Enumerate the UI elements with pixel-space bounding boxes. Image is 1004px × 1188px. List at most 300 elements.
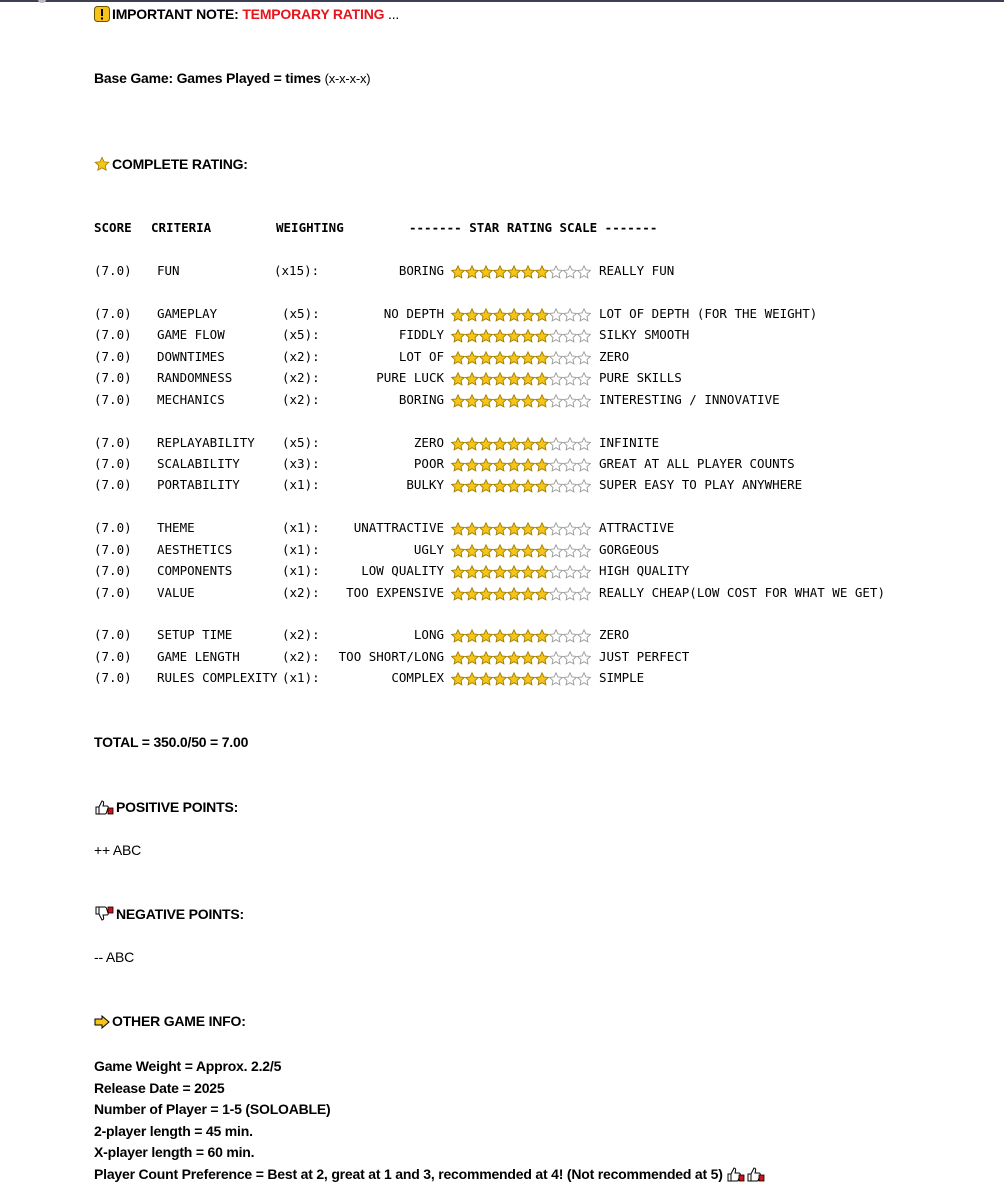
row-score: (7.0) bbox=[94, 542, 132, 557]
positive-points-heading bbox=[94, 799, 238, 818]
star-empty-icon bbox=[578, 630, 591, 642]
star-empty-icon bbox=[564, 545, 577, 557]
star-filled-icon bbox=[508, 673, 521, 685]
star-filled-icon bbox=[522, 309, 535, 321]
star-empty-icon bbox=[578, 309, 591, 321]
star-filled-icon bbox=[494, 330, 507, 342]
star-empty-icon bbox=[550, 395, 563, 407]
star-filled-icon bbox=[536, 523, 549, 535]
rating-table-header bbox=[94, 220, 894, 238]
star-filled-icon bbox=[494, 309, 507, 321]
star-filled-icon bbox=[522, 652, 535, 664]
star-filled-icon bbox=[452, 330, 465, 342]
row-high-label: ZERO bbox=[599, 349, 630, 364]
star-empty-icon bbox=[564, 459, 577, 471]
star-filled-icon bbox=[466, 673, 479, 685]
row-criteria: SCALABILITY bbox=[157, 456, 240, 471]
star-filled-icon bbox=[466, 523, 479, 535]
star-rating bbox=[451, 328, 591, 344]
star-empty-icon bbox=[550, 566, 563, 578]
row-score: (7.0) bbox=[94, 563, 132, 578]
table-row bbox=[94, 670, 914, 688]
row-weight: (x1): bbox=[282, 477, 320, 492]
row-score: (7.0) bbox=[94, 435, 132, 450]
star-filled-icon bbox=[480, 373, 493, 385]
star-rating bbox=[451, 586, 591, 602]
row-low-label: PURE LUCK bbox=[376, 370, 444, 385]
star-rating bbox=[451, 436, 591, 452]
star-empty-icon bbox=[564, 566, 577, 578]
base-game-value: (x-x-x-x) bbox=[324, 71, 371, 86]
star-filled-icon bbox=[452, 566, 465, 578]
star-filled-icon bbox=[522, 523, 535, 535]
row-weight: (x5): bbox=[282, 435, 320, 450]
star-empty-icon bbox=[550, 330, 563, 342]
star-filled-icon bbox=[480, 459, 493, 471]
star-empty-icon bbox=[578, 566, 591, 578]
star-filled-icon bbox=[452, 630, 465, 642]
star-filled-icon bbox=[494, 266, 507, 278]
row-high-label: SIMPLE bbox=[599, 670, 645, 685]
star-filled-icon bbox=[536, 673, 549, 685]
row-weight: (x1): bbox=[282, 542, 320, 557]
two-player-length-line: 2-player length = 45 min. bbox=[94, 1122, 253, 1139]
star-filled-icon bbox=[466, 309, 479, 321]
row-high-label: INTERESTING / INNOVATIVE bbox=[599, 392, 780, 407]
star-filled-icon bbox=[452, 373, 465, 385]
star-empty-icon bbox=[578, 588, 591, 600]
star-filled-icon bbox=[522, 373, 535, 385]
star-empty-icon bbox=[578, 459, 591, 471]
star-rating bbox=[451, 457, 591, 473]
star-filled-icon bbox=[508, 309, 521, 321]
star-filled-icon bbox=[508, 588, 521, 600]
star-filled-icon bbox=[508, 373, 521, 385]
star-filled-icon bbox=[480, 523, 493, 535]
star-empty-icon bbox=[578, 652, 591, 664]
star-empty-icon bbox=[578, 545, 591, 557]
row-weight: (x5): bbox=[282, 327, 320, 342]
star-filled-icon bbox=[536, 309, 549, 321]
row-low-label: BULKY bbox=[406, 477, 444, 492]
star-filled-icon bbox=[466, 545, 479, 557]
table-row bbox=[94, 456, 914, 474]
star-filled-icon bbox=[536, 459, 549, 471]
star-filled-icon bbox=[494, 652, 507, 664]
complete-rating-heading bbox=[94, 156, 248, 175]
star-filled-icon bbox=[508, 480, 521, 492]
star-filled-icon bbox=[480, 545, 493, 557]
star-filled-icon bbox=[508, 266, 521, 278]
row-weight: (x3): bbox=[282, 456, 320, 471]
star-filled-icon bbox=[452, 523, 465, 535]
star-filled-icon bbox=[466, 459, 479, 471]
base-game-line bbox=[94, 70, 370, 86]
star-filled-icon bbox=[494, 373, 507, 385]
star-empty-icon bbox=[564, 630, 577, 642]
star-empty-icon bbox=[550, 352, 563, 364]
player-count-preference-text: Player Count Preference = Best at 2, great at 1 and 3, recommended at 4! (Not recommended at 5) bbox=[94, 1165, 723, 1182]
star-filled-icon bbox=[466, 373, 479, 385]
star-empty-icon bbox=[550, 630, 563, 642]
star-filled-icon bbox=[466, 652, 479, 664]
positive-point-item: ++ ABC bbox=[94, 842, 142, 858]
table-row bbox=[94, 477, 914, 495]
star-rating bbox=[451, 350, 591, 366]
right-arrow-icon bbox=[94, 1015, 110, 1032]
star-filled-icon bbox=[522, 352, 535, 364]
star-filled-icon bbox=[466, 438, 479, 450]
row-high-label: GREAT AT ALL PLAYER COUNTS bbox=[599, 456, 795, 471]
star-empty-icon bbox=[564, 480, 577, 492]
row-score: (7.0) bbox=[94, 263, 132, 278]
star-filled-icon bbox=[480, 480, 493, 492]
table-row bbox=[94, 435, 914, 453]
table-row bbox=[94, 649, 914, 667]
table-row bbox=[94, 627, 914, 645]
row-low-label: LONG bbox=[413, 627, 444, 642]
row-low-label: LOW QUALITY bbox=[361, 563, 444, 578]
star-filled-icon bbox=[522, 673, 535, 685]
row-score: (7.0) bbox=[94, 456, 132, 471]
star-empty-icon bbox=[564, 673, 577, 685]
table-row bbox=[94, 327, 914, 345]
star-filled-icon bbox=[494, 352, 507, 364]
star-filled-icon bbox=[494, 480, 507, 492]
star-rating bbox=[451, 307, 591, 323]
header-star-scale: ------- STAR RATING SCALE ------- bbox=[409, 220, 658, 235]
row-low-label: TOO SHORT/LONG bbox=[338, 649, 444, 664]
star-empty-icon bbox=[550, 480, 563, 492]
star-filled-icon bbox=[452, 652, 465, 664]
star-filled-icon bbox=[522, 545, 535, 557]
table-row bbox=[94, 520, 914, 538]
star-empty-icon bbox=[564, 438, 577, 450]
star-empty-icon bbox=[550, 652, 563, 664]
star-filled-icon bbox=[536, 266, 549, 278]
row-criteria: MECHANICS bbox=[157, 392, 225, 407]
base-game-label: Base Game: Games Played = times bbox=[94, 70, 321, 86]
star-empty-icon bbox=[564, 309, 577, 321]
table-row bbox=[94, 542, 914, 560]
header-weighting: WEIGHTING bbox=[276, 220, 344, 235]
star-filled-icon bbox=[522, 588, 535, 600]
row-high-label: INFINITE bbox=[599, 435, 660, 450]
row-criteria: PORTABILITY bbox=[157, 477, 240, 492]
star-filled-icon bbox=[494, 566, 507, 578]
star-filled-icon bbox=[508, 438, 521, 450]
star-filled-icon bbox=[494, 673, 507, 685]
complete-rating-title: COMPLETE RATING: bbox=[112, 156, 248, 172]
star-filled-icon bbox=[480, 588, 493, 600]
row-weight: (x1): bbox=[282, 670, 320, 685]
star-filled-icon bbox=[494, 523, 507, 535]
star-empty-icon bbox=[564, 395, 577, 407]
star-filled-icon bbox=[480, 266, 493, 278]
row-high-label: JUST PERFECT bbox=[599, 649, 690, 664]
star-filled-icon bbox=[508, 330, 521, 342]
star-empty-icon bbox=[550, 545, 563, 557]
star-filled-icon bbox=[508, 545, 521, 557]
row-weight: (x5): bbox=[282, 306, 320, 321]
star-empty-icon bbox=[564, 266, 577, 278]
star-rating bbox=[451, 543, 591, 559]
row-low-label: FIDDLY bbox=[398, 327, 444, 342]
row-criteria: COMPONENTS bbox=[157, 563, 233, 578]
star-filled-icon bbox=[536, 373, 549, 385]
row-weight: (x2): bbox=[282, 349, 320, 364]
release-date-line: Release Date = 2025 bbox=[94, 1079, 225, 1096]
row-score: (7.0) bbox=[94, 670, 132, 685]
star-filled-icon bbox=[452, 309, 465, 321]
star-filled-icon bbox=[452, 395, 465, 407]
row-score: (7.0) bbox=[94, 520, 132, 535]
row-criteria: GAME LENGTH bbox=[157, 649, 240, 664]
row-high-label: SILKY SMOOTH bbox=[599, 327, 690, 342]
table-row bbox=[94, 349, 914, 367]
star-rating bbox=[451, 478, 591, 494]
star-filled-icon bbox=[494, 545, 507, 557]
table-row bbox=[94, 585, 914, 603]
row-high-label: ATTRACTIVE bbox=[599, 520, 675, 535]
important-note bbox=[94, 6, 399, 25]
star-filled-icon bbox=[508, 630, 521, 642]
star-filled-icon bbox=[522, 480, 535, 492]
star-filled-icon bbox=[508, 352, 521, 364]
row-high-label: HIGH QUALITY bbox=[599, 563, 690, 578]
star-rating bbox=[451, 564, 591, 580]
row-low-label: NO DEPTH bbox=[383, 306, 444, 321]
row-criteria: GAMEPLAY bbox=[157, 306, 218, 321]
row-low-label: COMPLEX bbox=[391, 670, 444, 685]
star-filled-icon bbox=[508, 652, 521, 664]
row-criteria: RANDOMNESS bbox=[157, 370, 233, 385]
star-filled-icon bbox=[522, 266, 535, 278]
star-filled-icon bbox=[480, 438, 493, 450]
star-filled-icon bbox=[480, 309, 493, 321]
row-weight: (x15): bbox=[274, 263, 320, 278]
row-low-label: ZERO bbox=[413, 435, 444, 450]
positive-points-title: POSITIVE POINTS: bbox=[116, 799, 239, 815]
star-filled-icon bbox=[522, 459, 535, 471]
star-empty-icon bbox=[550, 673, 563, 685]
star-filled-icon bbox=[494, 588, 507, 600]
row-criteria: GAME FLOW bbox=[157, 327, 225, 342]
star-filled-icon bbox=[536, 330, 549, 342]
star-rating bbox=[451, 264, 591, 280]
row-score: (7.0) bbox=[94, 627, 132, 642]
row-low-label: UNATTRACTIVE bbox=[353, 520, 444, 535]
star-filled-icon bbox=[452, 673, 465, 685]
row-score: (7.0) bbox=[94, 327, 132, 342]
star-filled-icon bbox=[480, 652, 493, 664]
star-filled-icon bbox=[466, 266, 479, 278]
star-empty-icon bbox=[550, 309, 563, 321]
other-info-heading bbox=[94, 1013, 246, 1032]
star-filled-icon bbox=[480, 630, 493, 642]
row-low-label: POOR bbox=[413, 456, 444, 471]
total-line: TOTAL = 350.0/50 = 7.00 bbox=[94, 734, 249, 750]
thumbs-down-icon bbox=[94, 906, 114, 925]
star-filled-icon bbox=[480, 352, 493, 364]
warning-icon bbox=[94, 6, 110, 25]
star-filled-icon bbox=[494, 630, 507, 642]
header-criteria: CRITERIA bbox=[151, 220, 212, 235]
star-rating bbox=[451, 671, 591, 687]
row-criteria: VALUE bbox=[157, 585, 195, 600]
star-empty-icon bbox=[564, 373, 577, 385]
star-empty-icon bbox=[578, 352, 591, 364]
star-filled-icon bbox=[522, 630, 535, 642]
thumbs-up-icon bbox=[726, 1166, 766, 1188]
star-empty-icon bbox=[550, 438, 563, 450]
star-empty-icon bbox=[578, 266, 591, 278]
important-note-label: IMPORTANT NOTE: bbox=[112, 6, 239, 22]
star-empty-icon bbox=[550, 523, 563, 535]
star-filled-icon bbox=[536, 652, 549, 664]
star-filled-icon bbox=[452, 459, 465, 471]
star-empty-icon bbox=[578, 330, 591, 342]
row-score: (7.0) bbox=[94, 370, 132, 385]
row-low-label: LOT OF bbox=[398, 349, 444, 364]
player-count-preference-line bbox=[94, 1164, 768, 1188]
row-criteria: DOWNTIMES bbox=[157, 349, 225, 364]
star-filled-icon bbox=[480, 566, 493, 578]
star-filled-icon bbox=[466, 480, 479, 492]
star-filled-icon bbox=[452, 438, 465, 450]
star-filled-icon bbox=[466, 630, 479, 642]
star-filled-icon bbox=[466, 588, 479, 600]
star-empty-icon bbox=[564, 588, 577, 600]
star-icon bbox=[94, 156, 110, 175]
star-filled-icon bbox=[452, 588, 465, 600]
star-filled-icon bbox=[480, 673, 493, 685]
row-criteria: FUN bbox=[157, 263, 180, 278]
row-score: (7.0) bbox=[94, 585, 132, 600]
star-filled-icon bbox=[522, 566, 535, 578]
star-empty-icon bbox=[564, 330, 577, 342]
star-empty-icon bbox=[578, 373, 591, 385]
star-rating bbox=[451, 650, 591, 666]
star-filled-icon bbox=[536, 588, 549, 600]
game-weight-line: Game Weight = Approx. 2.2/5 bbox=[94, 1058, 282, 1074]
star-filled-icon bbox=[452, 480, 465, 492]
table-row bbox=[94, 563, 914, 581]
star-empty-icon bbox=[564, 523, 577, 535]
star-filled-icon bbox=[508, 523, 521, 535]
star-empty-icon bbox=[578, 395, 591, 407]
row-high-label: SUPER EASY TO PLAY ANYWHERE bbox=[599, 477, 803, 492]
row-high-label: ZERO bbox=[599, 627, 630, 642]
star-filled-icon bbox=[452, 266, 465, 278]
row-score: (7.0) bbox=[94, 649, 132, 664]
row-score: (7.0) bbox=[94, 349, 132, 364]
row-weight: (x2): bbox=[282, 627, 320, 642]
star-filled-icon bbox=[536, 545, 549, 557]
note-ellipsis: ... bbox=[388, 6, 400, 22]
temporary-rating-text: TEMPORARY RATING bbox=[242, 6, 385, 22]
row-weight: (x2): bbox=[282, 392, 320, 407]
row-high-label: LOT OF DEPTH (FOR THE WEIGHT) bbox=[599, 306, 818, 321]
x-player-length-line: X-player length = 60 min. bbox=[94, 1144, 255, 1160]
star-filled-icon bbox=[508, 459, 521, 471]
star-filled-icon bbox=[508, 395, 521, 407]
star-empty-icon bbox=[550, 373, 563, 385]
other-info-list bbox=[94, 1056, 768, 1188]
star-filled-icon bbox=[480, 330, 493, 342]
row-low-label: UGLY bbox=[413, 542, 444, 557]
star-filled-icon bbox=[536, 352, 549, 364]
star-empty-icon bbox=[578, 673, 591, 685]
row-criteria: AESTHETICS bbox=[157, 542, 233, 557]
star-filled-icon bbox=[508, 566, 521, 578]
row-low-label: BORING bbox=[398, 263, 444, 278]
star-empty-icon bbox=[550, 266, 563, 278]
row-score: (7.0) bbox=[94, 477, 132, 492]
star-filled-icon bbox=[536, 395, 549, 407]
table-row bbox=[94, 306, 914, 324]
player-number-line: Number of Player = 1-5 (SOLOABLE) bbox=[94, 1101, 331, 1117]
star-empty-icon bbox=[550, 588, 563, 600]
row-high-label: REALLY CHEAP(LOW COST FOR WHAT WE GET) bbox=[599, 585, 885, 600]
row-criteria: REPLAYABILITY bbox=[157, 435, 255, 450]
star-filled-icon bbox=[466, 395, 479, 407]
window-top-dot bbox=[38, 0, 46, 3]
header-score: SCORE bbox=[94, 220, 132, 235]
star-filled-icon bbox=[536, 566, 549, 578]
star-rating bbox=[451, 521, 591, 537]
star-filled-icon bbox=[466, 566, 479, 578]
star-filled-icon bbox=[522, 438, 535, 450]
star-filled-icon bbox=[494, 459, 507, 471]
star-filled-icon bbox=[536, 480, 549, 492]
row-criteria: SETUP TIME bbox=[157, 627, 233, 642]
star-empty-icon bbox=[578, 438, 591, 450]
star-filled-icon bbox=[480, 395, 493, 407]
table-row bbox=[94, 370, 914, 388]
row-weight: (x2): bbox=[282, 370, 320, 385]
window-top-border bbox=[0, 0, 1004, 2]
row-weight: (x1): bbox=[282, 563, 320, 578]
table-row bbox=[94, 263, 914, 281]
star-empty-icon bbox=[564, 652, 577, 664]
star-filled-icon bbox=[536, 438, 549, 450]
row-high-label: GORGEOUS bbox=[599, 542, 660, 557]
star-filled-icon bbox=[522, 330, 535, 342]
star-rating bbox=[451, 628, 591, 644]
row-score: (7.0) bbox=[94, 306, 132, 321]
negative-point-item: -- ABC bbox=[94, 949, 135, 965]
other-info-title: OTHER GAME INFO: bbox=[112, 1013, 246, 1029]
star-empty-icon bbox=[550, 459, 563, 471]
star-filled-icon bbox=[494, 438, 507, 450]
star-filled-icon bbox=[466, 352, 479, 364]
row-weight: (x2): bbox=[282, 649, 320, 664]
star-rating bbox=[451, 371, 591, 387]
star-empty-icon bbox=[578, 480, 591, 492]
row-weight: (x2): bbox=[282, 585, 320, 600]
thumbs-up-icon bbox=[94, 799, 114, 818]
star-filled-icon bbox=[452, 352, 465, 364]
row-score: (7.0) bbox=[94, 392, 132, 407]
row-criteria: THEME bbox=[157, 520, 195, 535]
row-high-label: PURE SKILLS bbox=[599, 370, 682, 385]
negative-points-title: NEGATIVE POINTS: bbox=[116, 906, 244, 922]
star-empty-icon bbox=[578, 523, 591, 535]
star-filled-icon bbox=[536, 630, 549, 642]
row-weight: (x1): bbox=[282, 520, 320, 535]
star-rating bbox=[451, 393, 591, 409]
